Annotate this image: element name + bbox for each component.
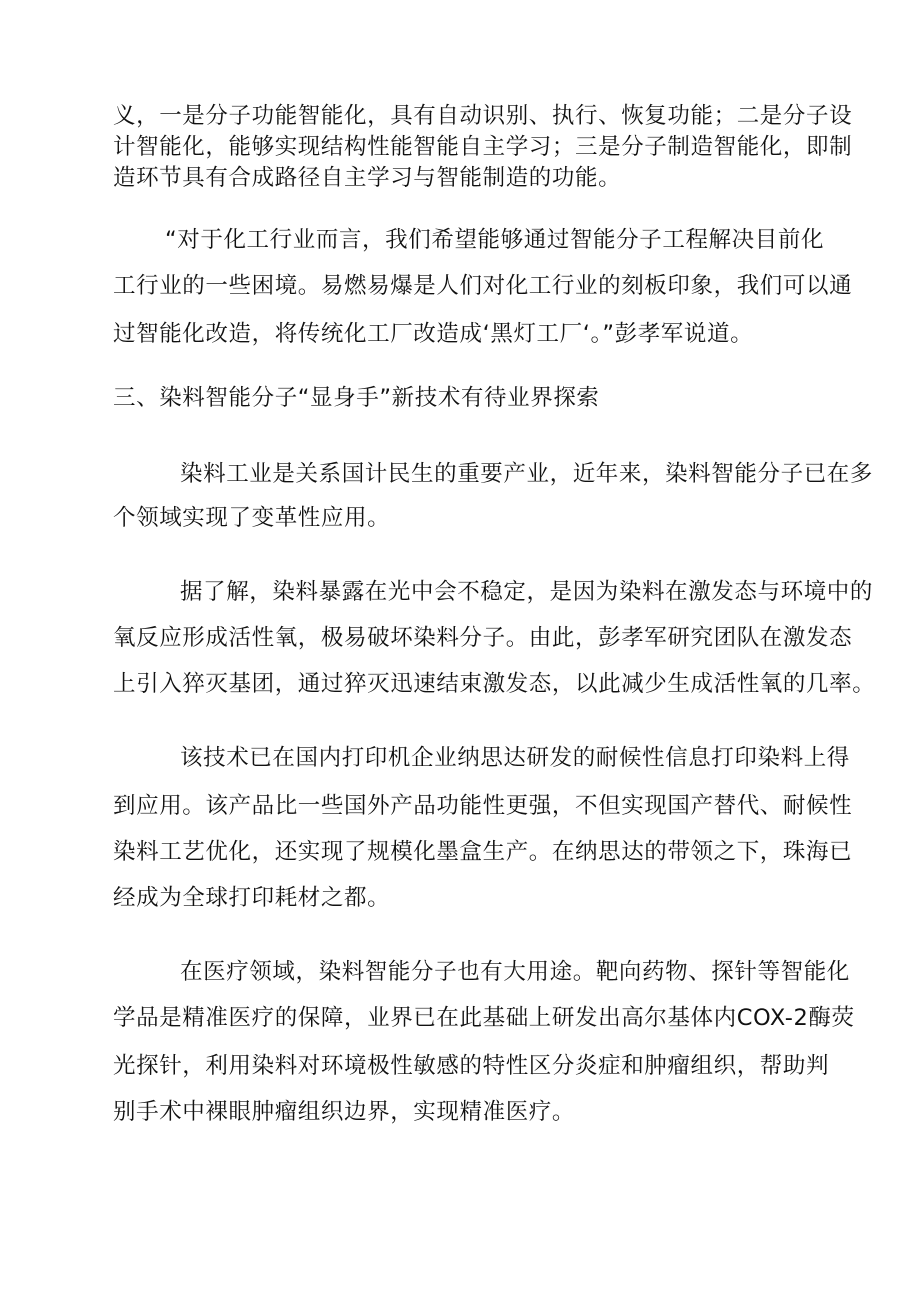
paragraph-2-line-2: 工行业的一些困境。易燃易爆是人们对化工行业的刻板印象，我们可以通 — [113, 273, 853, 299]
paragraph-6-line-1: 在医疗领域，染料智能分子也有大用途。靶向药物、探针等智能化 — [180, 959, 850, 985]
paragraph-5-line-3: 染料工艺优化，还实现了规模化墨盒生产。在纳思达的带领之下，珠海已 — [113, 839, 853, 865]
paragraph-6-line-4: 别手术中裸眼肿瘤组织边界，实现精准医疗。 — [113, 1099, 576, 1125]
paragraph-4-line-2: 氧反应形成活性氧，极易破坏染料分子。由此，彭孝军研究团队在激发态 — [113, 625, 853, 651]
paragraph-2-line-3: 过智能化改造，将传统化工厂改造成‘黑灯工厂‘。”彭孝军说道。 — [113, 321, 754, 347]
paragraph-3-line-2: 个领域实现了变革性应用。 — [113, 505, 391, 531]
paragraph-5-line-2: 到应用。该产品比一些国外产品功能性更强，不但实现国产替代、耐候性 — [113, 793, 853, 819]
paragraph-3-line-1: 染料工业是关系国计民生的重要产业，近年来，染料智能分子已在多 — [180, 461, 874, 487]
paragraph-1-line-3: 造环节具有合成路径自主学习与智能制造的功能。 — [113, 165, 622, 191]
section-heading-text: 三、染料智能分子“显身手”新技术有待业界探索 — [113, 385, 600, 411]
paragraph-2-line-1: “对于化工行业而言，我们希望能够通过智能分子工程解决目前化 — [165, 227, 825, 253]
paragraph-1-line-2: 计智能化，能够实现结构性能智能自主学习；三是分子制造智能化，即制 — [113, 134, 853, 160]
paragraph-1-line-1: 义，一是分子功能智能化，具有自动识别、执行、恢复功能；二是分子设 — [113, 103, 853, 129]
paragraph-6-line-2: 学品是精准医疗的保障，业界已在此基础上研发出高尔基体内COX-2酶荧 — [113, 1005, 855, 1031]
paragraph-5-line-4: 经成为全球打印耗材之都。 — [113, 885, 391, 911]
paragraph-5-line-1: 该技术已在国内打印机企业纳思达研发的耐候性信息打印染料上得 — [180, 745, 850, 771]
paragraph-4-line-3: 上引入猝灭基团，通过猝灭迅速结束激发态，以此减少生成活性氧的几率。 — [113, 671, 876, 697]
paragraph-6-line-3: 光探针，利用染料对环境极性敏感的特性区分炎症和肿瘤组织，帮助判 — [113, 1053, 830, 1079]
paragraph-4-line-1: 据了解，染料暴露在光中会不稳定，是因为染料在激发态与环境中的 — [180, 579, 874, 605]
